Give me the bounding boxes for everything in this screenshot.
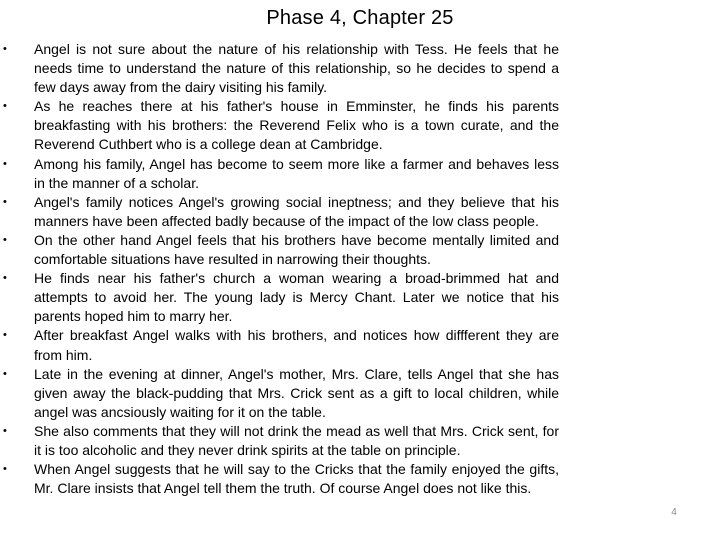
- bullet-item: [0, 460, 559, 498]
- bullet-text: After breakfast Angel walks with his brothers, and notices how diffferent they are from him.: [34, 327, 559, 363]
- bullet-text: She also comments that they will not drink the mead as well that Mrs. Crick sent, for it is too alcoholic and they never drink spirits at the table on principle.: [34, 422, 559, 458]
- bullet-icon: •: [3, 43, 7, 55]
- bullet-item: [0, 269, 559, 326]
- bullet-icon: •: [3, 424, 7, 437]
- bullet-icon: •: [3, 463, 7, 476]
- bullet-icon: •: [3, 329, 7, 342]
- bullet-text: Late in the evening at dinner, Angel's mother, Mrs. Clare, tells Angel that she has given away the black-pudding that Mrs. Crick sent as a gift to local children, while angel was ancsiously waiting for it on the table.: [34, 365, 559, 420]
- bullet-item: [0, 155, 559, 193]
- bullet-text: Angel's family notices Angel's growing social ineptness; and they believe that his manners have been affected badly because of the impact of the low class people.: [34, 193, 559, 229]
- bullet-item: [0, 326, 559, 364]
- bullet-text: Angel is not sure about the nature of his relationship with Tess. He feels that he needs time to understand the nature of this relationship, so he decides to spend a few days away from the dairy visiting his family.: [34, 41, 559, 96]
- bullet-text: When Angel suggests that he will say to the Cricks that the family enjoyed the gifts, Mr. Clare insists that Angel tell them the truth. Of course Angel does not like this.: [34, 461, 559, 497]
- bullet-text: On the other hand Angel feels that his brothers have become mentally limited and comfortable situations have resulted in narrowing their thoughts.: [34, 231, 559, 268]
- page-number: 4: [671, 507, 677, 518]
- bullet-icon: •: [3, 195, 7, 208]
- bullet-item: [0, 40, 559, 97]
- bullet-item: [0, 193, 559, 231]
- bullet-icon: •: [3, 157, 7, 170]
- bullet-icon: •: [3, 272, 7, 285]
- bullet-text: As he reaches there at his father's house in Emminster, he finds his parents breakfasting with his brothers: the Reverend Felix who is a town curate, and the Reverend Cuthbert who is a college dean at Cambridge.: [34, 98, 559, 153]
- bullet-text: Among his family, Angel has become to seem more like a farmer and behaves less in the manner of a scholar.: [34, 155, 559, 191]
- bullet-item: [0, 97, 559, 154]
- bullet-text: He finds near his father's church a woman wearing a broad-brimmed hat and attempts to avoid her. The young lady is Mercy Chant. Later we notice that his parents hoped him to marry her.: [34, 270, 559, 325]
- slide-title: Phase 4, Chapter 25: [266, 7, 454, 29]
- bullet-item: [0, 365, 559, 422]
- bullet-list: [0, 40, 720, 498]
- bullet-icon: •: [3, 100, 7, 113]
- bullet-item: [0, 231, 559, 269]
- bullet-icon: •: [3, 367, 7, 380]
- bullet-icon: •: [3, 233, 7, 246]
- bullet-item: [0, 422, 559, 460]
